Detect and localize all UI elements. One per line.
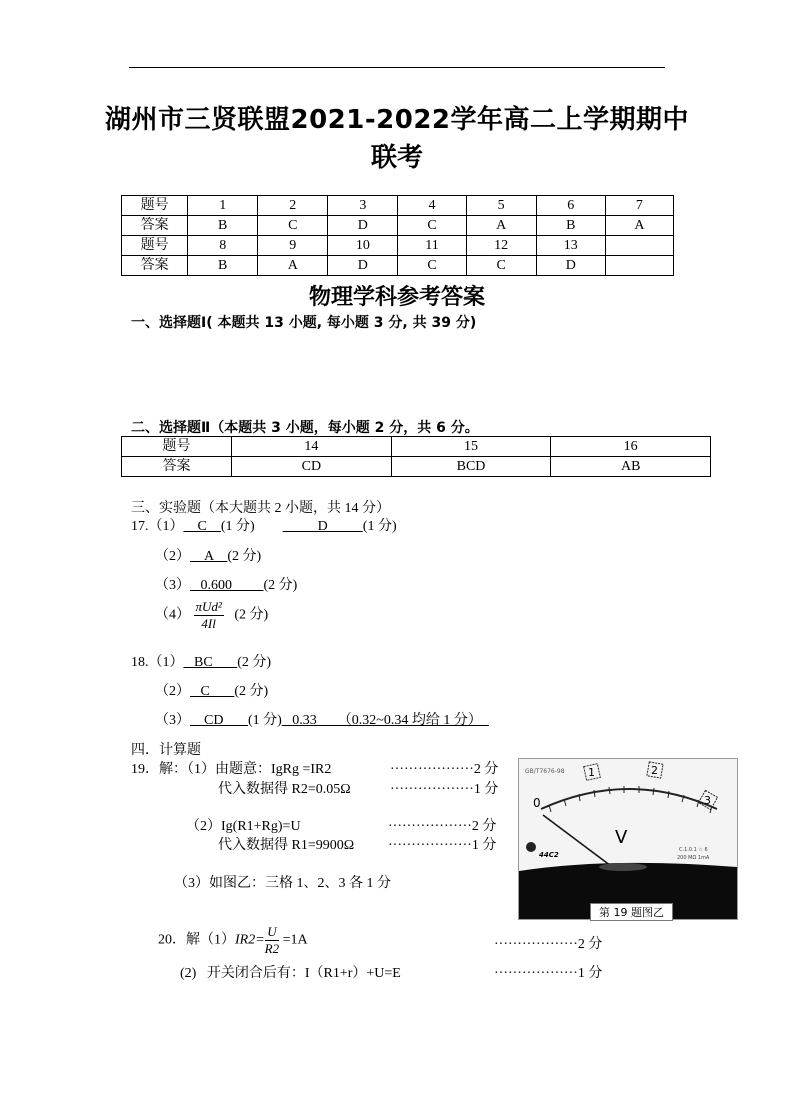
- t1-cell: 题号: [122, 236, 188, 256]
- t1-cell: 8: [188, 236, 258, 256]
- q19-part1-score: ··················2 分: [390, 762, 499, 777]
- q20-part1: 20．解（1）IR2= $\frac{U}{R2}$ =1A: [158, 924, 308, 956]
- q19-part2: （2）Ig(R1+Rg)=U: [186, 819, 301, 834]
- t1-cell: A: [466, 216, 536, 236]
- meter-spec-1: C.1.0.1 ☆ 6: [679, 847, 708, 853]
- t1-row: [122, 196, 674, 216]
- section-1-heading: 一、选择题Ⅰ( 本题共 13 小题, 每小题 3 分, 共 39 分): [131, 315, 477, 331]
- q18-part2: （2） C (2 分): [155, 684, 269, 699]
- q19-part2-sub: 代入数据得 R1=9900Ω: [218, 838, 355, 853]
- t1-cell: 题号: [122, 196, 188, 216]
- q17-formula: $\frac{\text{πUd²}}{4Il}$: [195, 599, 222, 631]
- t1-cell: B: [188, 216, 258, 236]
- page-title-line2: 联考: [370, 143, 423, 173]
- t1-row: [122, 256, 674, 276]
- figure-caption: 第 19 题图乙: [590, 903, 673, 921]
- meter-zero-label: 0: [533, 796, 541, 810]
- t2-cell: 14: [232, 437, 392, 457]
- t1-cell: 12: [466, 236, 536, 256]
- t2-cell: BCD: [391, 457, 551, 477]
- svg-text:3: 3: [704, 794, 711, 807]
- meter-spec-2: 200 MΩ 1mA: [677, 855, 710, 861]
- meter-brand: 44C2: [539, 851, 559, 859]
- q19-part3: （3）如图乙：三格 1、2、3 各 1 分: [174, 876, 391, 891]
- t1-cell: [605, 256, 673, 276]
- t1-cell: 7: [605, 196, 673, 216]
- t2-cell: CD: [232, 457, 392, 477]
- q19-part2-score: ··················2 分: [388, 819, 497, 834]
- t1-cell: 10: [328, 236, 398, 256]
- q19-part1-sub-score: ··················1 分: [390, 782, 499, 797]
- t1-cell: 6: [536, 196, 605, 216]
- t2-cell: 16: [551, 437, 711, 457]
- answer-table-1: [121, 195, 674, 276]
- t1-cell: D: [328, 256, 398, 276]
- q17-part4: （4） $\frac{\text{πUd²}}{4Il}$ (2 分): [155, 599, 269, 631]
- t1-cell: C: [258, 216, 328, 236]
- section-4-heading: 四．计算题: [131, 743, 201, 758]
- t1-cell: 4: [398, 196, 466, 216]
- t2-cell: 题号: [122, 437, 232, 457]
- voltmeter-illustration: [519, 759, 737, 919]
- svg-text:2: 2: [651, 764, 658, 777]
- t1-cell: 1: [188, 196, 258, 216]
- t1-cell: 5: [466, 196, 536, 216]
- page-title: 湖州市三贤联盟2021-2022学年高二上学期期中: [104, 105, 690, 135]
- q17-part2: （2） A (2 分): [155, 549, 262, 564]
- section-3-heading: 三、实验题（本大题共 2 小题，共 14 分）: [131, 501, 390, 516]
- meter-unit-label: V: [615, 827, 628, 848]
- t2-cell: 答案: [122, 457, 232, 477]
- q17-part1: 17.（1） C (1 分) D (1 分): [131, 519, 397, 534]
- q20-part1-score: ··················2 分: [494, 937, 603, 952]
- t2-cell: AB: [551, 457, 711, 477]
- t1-cell: 答案: [122, 216, 188, 236]
- t1-cell: 9: [258, 236, 328, 256]
- t1-cell: [605, 236, 673, 256]
- svg-text:1: 1: [588, 766, 595, 779]
- voltmeter-figure: [518, 758, 738, 920]
- subject-title: 物理学科参考答案: [308, 285, 485, 310]
- meter-standard-label: GB/T7676-98: [525, 768, 565, 775]
- q19-part1: 19．解：（1）由题意：IgRg =IR2: [131, 762, 332, 777]
- t1-row: [122, 236, 674, 256]
- t1-row: [122, 216, 674, 236]
- t1-cell: A: [258, 256, 328, 276]
- t1-cell: D: [328, 216, 398, 236]
- q20-part2-score: ··················1 分: [494, 966, 603, 981]
- t2-row: [122, 437, 711, 457]
- header-rule: [129, 67, 665, 68]
- t1-cell: 11: [398, 236, 466, 256]
- answer-table-2: [121, 436, 711, 477]
- q20-part2: (2) 开关闭合后有：I（R1+r）+U=E: [180, 966, 401, 981]
- t1-cell: 2: [258, 196, 328, 216]
- t1-cell: C: [398, 256, 466, 276]
- t1-cell: B: [188, 256, 258, 276]
- t2-cell: 15: [391, 437, 551, 457]
- t1-cell: C: [466, 256, 536, 276]
- q17-part3: （3） 0.600 (2 分): [155, 578, 298, 593]
- t1-cell: D: [536, 256, 605, 276]
- section-2-heading: 二、选择题Ⅱ（本题共 3 小题，每小题 2 分，共 6 分。: [131, 420, 479, 436]
- q18-part3: （3） CD (1 分) 0.33 （0.32~0.34 均给 1 分）: [155, 713, 489, 728]
- q19-part1-sub: 代入数据得 R2=0.05Ω: [218, 782, 351, 797]
- t2-row: [122, 457, 711, 477]
- q20-formula: $\frac{U}{R2}$: [264, 924, 280, 956]
- t1-cell: C: [398, 216, 466, 236]
- q18-part1: 18.（1） BC (2 分): [131, 655, 272, 670]
- t1-cell: 3: [328, 196, 398, 216]
- t1-cell: 13: [536, 236, 605, 256]
- t1-cell: 答案: [122, 256, 188, 276]
- q19-part2-sub-score: ··················1 分: [388, 838, 497, 853]
- t1-cell: B: [536, 216, 605, 236]
- t1-cell: A: [605, 216, 673, 236]
